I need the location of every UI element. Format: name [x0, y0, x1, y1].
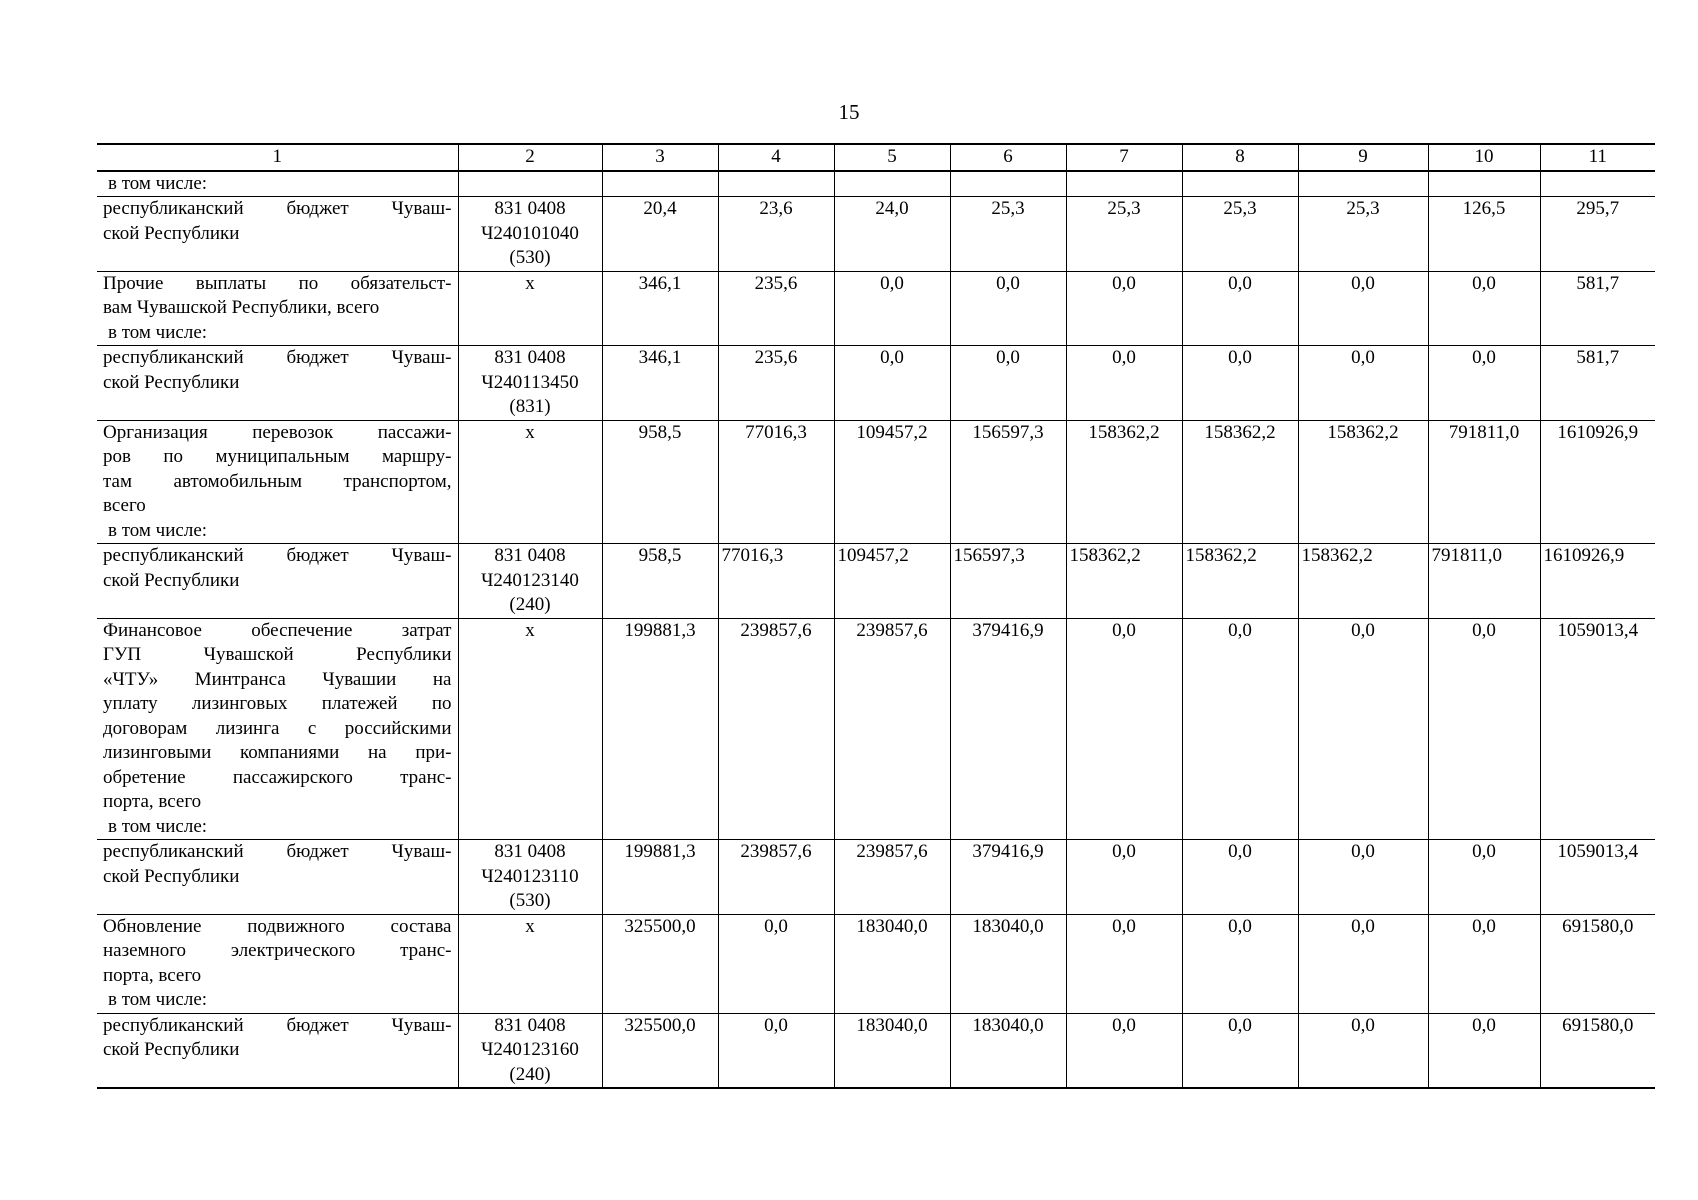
row-value-cell: 77016,3 [718, 420, 834, 544]
column-header: 7 [1066, 144, 1182, 171]
row-value-cell: 0,0 [1182, 271, 1298, 346]
row-code-cell [458, 171, 602, 197]
row-value-cell: 0,0 [834, 271, 950, 346]
column-header: 2 [458, 144, 602, 171]
row-note: в том числе: [108, 815, 208, 837]
row-value-cell: 581,7 [1540, 346, 1655, 421]
row-note: в том числе: [108, 172, 208, 194]
row-name-line: ской Республики [103, 371, 240, 393]
row-code-line: (530) [509, 890, 551, 911]
row-value-cell: 25,3 [1182, 197, 1298, 272]
table-row [97, 271, 1655, 346]
row-value-cell: 158362,2 [1298, 420, 1428, 544]
row-name-cell [97, 1013, 458, 1088]
page-number: 15 [838, 100, 860, 124]
row-code-line: x [525, 421, 535, 443]
row-value-cell: 346,1 [602, 346, 718, 421]
column-header: 6 [950, 144, 1066, 171]
row-code-cell [458, 420, 602, 544]
row-value-cell: 239857,6 [718, 840, 834, 915]
row-code-cell [458, 544, 602, 619]
row-value-cell: 24,0 [834, 197, 950, 272]
row-value-cell: 0,0 [1428, 618, 1540, 840]
row-value-cell [602, 171, 718, 197]
row-value-cell: 1610926,9 [1540, 544, 1655, 619]
row-value-cell: 1059013,4 [1540, 840, 1655, 915]
row-name-line: уплату лизинговых платежей по [103, 693, 452, 714]
row-value-cell: 1610926,9 [1540, 420, 1655, 544]
row-code-line: 831 0408 [494, 841, 566, 862]
row-value-cell: 0,0 [1428, 914, 1540, 1013]
row-code-line: 831 0408 [494, 198, 566, 219]
row-value-cell: 791811,0 [1428, 544, 1540, 619]
row-value-cell: 239857,6 [718, 618, 834, 840]
row-value-cell: 20,4 [602, 197, 718, 272]
row-name-cell [97, 840, 458, 915]
table-row [97, 544, 1655, 619]
row-value-cell: 183040,0 [834, 914, 950, 1013]
row-value-cell: 156597,3 [950, 544, 1066, 619]
column-number-header-row [97, 144, 1655, 171]
table-row [97, 171, 1655, 197]
row-name-line: ской Республики [103, 569, 240, 591]
row-note: в том числе: [108, 989, 208, 1010]
row-value-cell: 0,0 [1066, 271, 1182, 346]
row-value-cell: 691580,0 [1540, 1013, 1655, 1088]
row-name-line: ской Республики [103, 222, 240, 244]
row-name-line: Организация перевозок пассажи- [103, 421, 452, 443]
row-value-cell: 379416,9 [950, 618, 1066, 840]
row-value-cell: 158362,2 [1066, 420, 1182, 544]
row-value-cell: 0,0 [1182, 1013, 1298, 1088]
column-header: 11 [1540, 144, 1655, 171]
row-value-cell: 0,0 [1298, 346, 1428, 421]
row-value-cell: 158362,2 [1298, 544, 1428, 619]
row-name-line: ской Республики [103, 865, 240, 887]
column-header: 4 [718, 144, 834, 171]
table-row [97, 618, 1655, 840]
row-value-cell: 25,3 [1066, 197, 1182, 272]
column-header: 5 [834, 144, 950, 171]
row-value-cell: 158362,2 [1066, 544, 1182, 619]
row-value-cell: 25,3 [1298, 197, 1428, 272]
row-name-line: республиканский бюджет Чуваш- [103, 545, 452, 566]
column-header: 10 [1428, 144, 1540, 171]
row-code-cell [458, 618, 602, 840]
row-value-cell: 239857,6 [834, 840, 950, 915]
row-value-cell: 183040,0 [950, 914, 1066, 1013]
row-name-cell [97, 346, 458, 421]
row-value-cell: 1059013,4 [1540, 618, 1655, 840]
row-value-cell: 0,0 [718, 914, 834, 1013]
table-body [97, 171, 1655, 1089]
table-row [97, 840, 1655, 915]
row-name-line: республиканский бюджет Чуваш- [103, 841, 452, 862]
row-name-line: ской Республики [103, 1039, 240, 1060]
row-value-cell: 77016,3 [718, 544, 834, 619]
row-value-cell: 109457,2 [834, 544, 950, 619]
row-name-cell [97, 618, 458, 840]
row-name-line: вам Чувашской Республики, всего [103, 297, 380, 318]
row-value-cell: 126,5 [1428, 197, 1540, 272]
row-value-cell [950, 171, 1066, 197]
row-name-line: наземного электрического транс- [103, 940, 452, 961]
row-code-line: Ч240123140 [481, 569, 579, 591]
table-row [97, 197, 1655, 272]
row-code-line: (240) [509, 1063, 551, 1085]
row-code-line: x [525, 619, 535, 641]
row-value-cell [834, 171, 950, 197]
row-value-cell: 199881,3 [602, 840, 718, 915]
row-name-cell [97, 544, 458, 619]
row-name-line: «ЧТУ» Минтранса Чувашии на [103, 668, 452, 690]
row-value-cell: 0,0 [1428, 840, 1540, 915]
row-value-cell: 0,0 [1428, 271, 1540, 346]
row-code-line: Ч240113450 [481, 371, 579, 393]
row-value-cell: 791811,0 [1428, 420, 1540, 544]
row-code-cell [458, 197, 602, 272]
column-header: 9 [1298, 144, 1428, 171]
row-value-cell: 0,0 [950, 346, 1066, 421]
row-note: в том числе: [108, 519, 208, 541]
row-name-line: договорам лизинга с российскими [103, 717, 452, 739]
row-value-cell [1540, 171, 1655, 197]
row-value-cell: 346,1 [602, 271, 718, 346]
row-value-cell: 235,6 [718, 346, 834, 421]
row-value-cell: 0,0 [1066, 840, 1182, 915]
row-value-cell: 0,0 [950, 271, 1066, 346]
row-value-cell [1182, 171, 1298, 197]
row-name-cell [97, 271, 458, 346]
column-header: 8 [1182, 144, 1298, 171]
row-value-cell: 0,0 [1298, 914, 1428, 1013]
table-row [97, 914, 1655, 1013]
row-code-cell [458, 1013, 602, 1088]
row-value-cell: 958,5 [602, 420, 718, 544]
row-name-cell [97, 171, 458, 197]
row-value-cell [718, 171, 834, 197]
row-code-line: 831 0408 [494, 347, 566, 368]
row-name-cell [97, 914, 458, 1013]
row-code-line: Ч240101040 [481, 222, 579, 244]
row-note: в том числе: [108, 321, 208, 343]
row-code-line: (530) [509, 247, 551, 268]
row-value-cell: 239857,6 [834, 618, 950, 840]
row-value-cell: 183040,0 [950, 1013, 1066, 1088]
row-code-cell [458, 914, 602, 1013]
row-code-line: x [525, 915, 535, 937]
row-code-line: (240) [509, 594, 551, 615]
row-value-cell: 0,0 [718, 1013, 834, 1088]
row-value-cell: 581,7 [1540, 271, 1655, 346]
row-value-cell: 0,0 [1428, 1013, 1540, 1088]
row-name-line: республиканский бюджет Чуваш- [103, 347, 452, 368]
row-name-line: республиканский бюджет Чуваш- [103, 1014, 452, 1036]
row-name-line: Обновление подвижного состава [103, 915, 452, 937]
row-value-cell: 0,0 [1428, 346, 1540, 421]
row-name-line: лизинговыми компаниями на при- [103, 742, 452, 763]
row-code-cell [458, 840, 602, 915]
row-code-line: Ч240123160 [481, 1039, 579, 1060]
row-value-cell: 958,5 [602, 544, 718, 619]
row-value-cell: 0,0 [1066, 346, 1182, 421]
row-value-cell: 23,6 [718, 197, 834, 272]
row-value-cell: 0,0 [834, 346, 950, 421]
row-value-cell: 379416,9 [950, 840, 1066, 915]
row-name-line: там автомобильным транспортом, [103, 470, 452, 492]
row-value-cell: 0,0 [1298, 271, 1428, 346]
budget-table [97, 143, 1655, 1089]
row-value-cell: 0,0 [1182, 346, 1298, 421]
row-value-cell [1428, 171, 1540, 197]
row-code-line: Ч240123110 [481, 865, 579, 887]
row-value-cell: 691580,0 [1540, 914, 1655, 1013]
row-code-cell [458, 346, 602, 421]
row-value-cell: 325500,0 [602, 914, 718, 1013]
row-name-line: республиканский бюджет Чуваш- [103, 198, 452, 219]
row-value-cell: 235,6 [718, 271, 834, 346]
row-code-cell [458, 271, 602, 346]
row-value-cell: 0,0 [1182, 840, 1298, 915]
row-value-cell: 295,7 [1540, 197, 1655, 272]
row-value-cell: 109457,2 [834, 420, 950, 544]
row-value-cell: 0,0 [1066, 1013, 1182, 1088]
row-name-line: всего [103, 495, 146, 516]
row-value-cell: 0,0 [1066, 914, 1182, 1013]
column-header: 1 [97, 144, 458, 171]
row-value-cell: 25,3 [950, 197, 1066, 272]
row-name-cell [97, 197, 458, 272]
table-row [97, 1013, 1655, 1088]
row-value-cell: 325500,0 [602, 1013, 718, 1088]
row-name-line: Прочие выплаты по обязательст- [103, 272, 452, 294]
row-name-cell [97, 420, 458, 544]
row-code-line: x [525, 272, 535, 294]
row-value-cell: 0,0 [1298, 840, 1428, 915]
table-row [97, 346, 1655, 421]
column-header: 3 [602, 144, 718, 171]
row-value-cell: 0,0 [1182, 618, 1298, 840]
row-value-cell: 158362,2 [1182, 544, 1298, 619]
row-value-cell: 0,0 [1298, 1013, 1428, 1088]
row-value-cell: 183040,0 [834, 1013, 950, 1088]
row-name-line: ГУП Чувашской Республики [103, 644, 452, 665]
row-name-line: порта, всего [103, 964, 202, 986]
row-code-line: 831 0408 [494, 1014, 566, 1036]
row-value-cell [1066, 171, 1182, 197]
row-value-cell: 199881,3 [602, 618, 718, 840]
row-code-line: (831) [509, 396, 551, 417]
row-name-line: обретение пассажирского транс- [103, 766, 452, 788]
row-value-cell: 156597,3 [950, 420, 1066, 544]
row-code-line: 831 0408 [494, 545, 566, 566]
row-name-line: порта, всего [103, 791, 202, 812]
row-name-line: Финансовое обеспечение затрат [103, 619, 452, 641]
row-value-cell: 0,0 [1298, 618, 1428, 840]
table-row [97, 420, 1655, 544]
row-name-line: ров по муниципальным маршру- [103, 446, 452, 467]
row-value-cell: 158362,2 [1182, 420, 1298, 544]
row-value-cell: 0,0 [1066, 618, 1182, 840]
row-value-cell: 0,0 [1182, 914, 1298, 1013]
row-value-cell [1298, 171, 1428, 197]
